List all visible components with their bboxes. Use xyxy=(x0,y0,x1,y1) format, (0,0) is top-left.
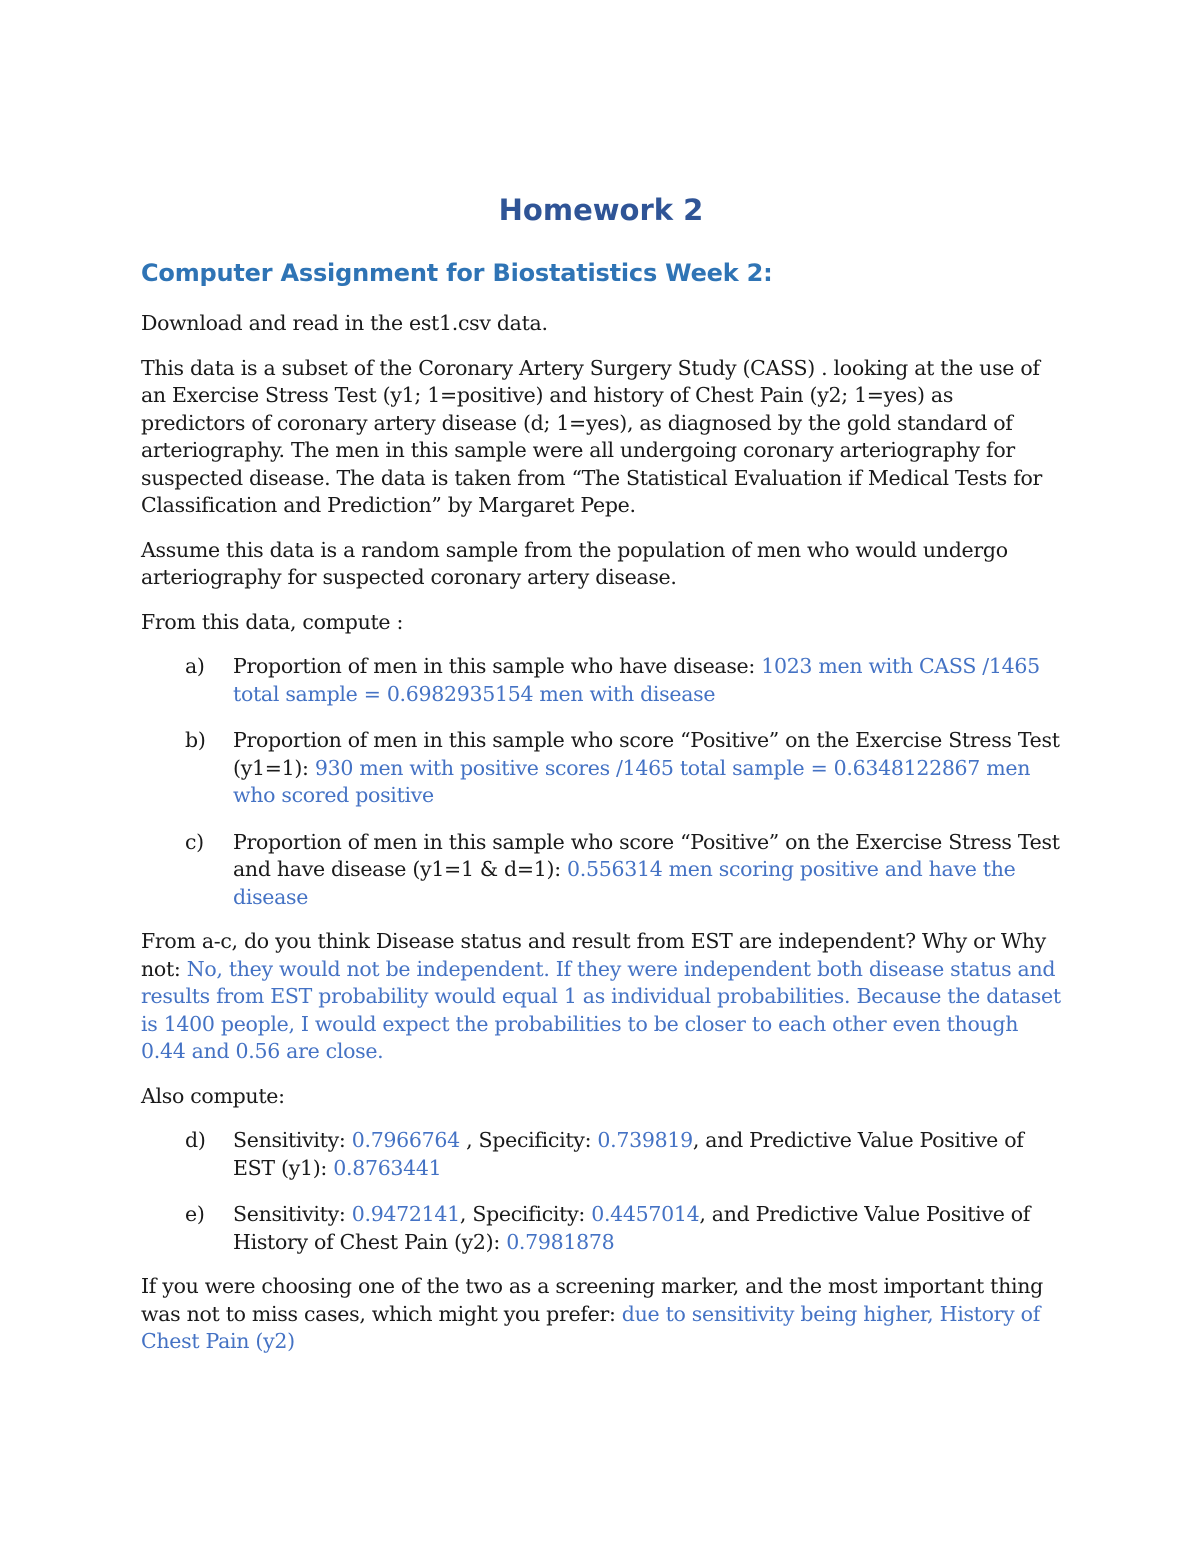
answer-text: 1023 men with CASS /1465 total sample = 0.6982935154 men with disease xyxy=(233,654,1040,706)
question-text: , Specificity: xyxy=(459,1202,592,1226)
compute-instruction: From this data, compute : xyxy=(141,609,404,634)
answer-text: 930 men with positive scores /1465 total sample = 0.6348122867 men who scored positive xyxy=(233,755,1031,807)
question-text: If you were choosing one of the two as a screening marker, and the most important thing was not to miss cases, which might you prefer: xyxy=(141,1274,1043,1326)
pvp-value: 0.8763441 xyxy=(333,1155,442,1180)
question-text: , Specificity: xyxy=(459,1128,598,1152)
question-text: Proportion of men in this sample who score “Positive” on the Exercise Stress Test and have disease (y1=1 & d=1): xyxy=(233,829,1060,881)
question-text: From a-c, do you think Disease status and result from EST are independent? Why or Why not: xyxy=(141,929,1046,981)
page-title: Homework 2 xyxy=(498,193,704,227)
answer-text: due to sensitivity being higher, History of Chest Pain (y2) xyxy=(141,1301,1040,1353)
download-instruction: Download and read in the est1.csv data. xyxy=(141,311,548,335)
item-label: d) xyxy=(185,1128,206,1152)
also-compute-instruction: Also compute: xyxy=(141,1083,285,1108)
screening-paragraph xyxy=(141,1273,1061,1356)
pvp-value: 0.7981878 xyxy=(506,1229,615,1254)
item-label: b) xyxy=(185,728,206,752)
question-text: Sensitivity: xyxy=(233,1128,352,1152)
data-description: This data is a subset of the Coronary Artery Surgery Study (CASS) . looking at the use of an Exercise Stress Test (y1; 1=positive) and history of Chest Pain (y2; 1=yes) as predictors of coronary artery disease (d; 1=yes), as diagnosed by the gold standard of arteriography. The men in this sample were all undergoing coronary arteriography for suspected disease. The data is taken from “The Statistical Evaluation if Medical Tests for Classification and Prediction” by Margaret Pepe. xyxy=(141,355,1043,517)
assumption-paragraph: Assume this data is a random sample from the population of men who would undergo arteriography for suspected coronary artery disease. xyxy=(141,537,1008,589)
list-item xyxy=(141,829,1061,912)
question-text: Proportion of men in this sample who have disease: xyxy=(233,654,762,678)
sensitivity-value: 0.7966764 xyxy=(351,1128,460,1152)
item-label: a) xyxy=(185,654,205,678)
question-text: Proportion of men in this sample who score “Positive” on the Exercise Stress Test (y1=1): xyxy=(233,728,1060,780)
assignment-heading: Computer Assignment for Biostatistics Week 2: xyxy=(141,259,773,287)
specificity-value: 0.739819 xyxy=(597,1128,693,1152)
sensitivity-value: 0.9472141 xyxy=(351,1202,460,1226)
question-text: Sensitivity: xyxy=(233,1202,352,1226)
item-label: e) xyxy=(185,1202,205,1226)
independence-paragraph xyxy=(141,928,1061,1066)
question-list-d-e xyxy=(141,1127,1061,1256)
answer-text: No, they would not be independent. If they were independent both disease status and results from EST probability would equal 1 as individual probabilities. Because the dataset is 1400 people, I would expect the probabilities to be closer to each other even though 0.44 and 0.56 are close. xyxy=(141,956,1061,1063)
question-list-a-c xyxy=(141,653,1061,911)
list-item xyxy=(141,1127,1061,1182)
document-page xyxy=(141,190,1061,1373)
list-item xyxy=(141,1201,1061,1256)
question-text: , and Predictive Value Positive of EST (y1): xyxy=(233,1128,1024,1180)
specificity-value: 0.4457014 xyxy=(591,1202,700,1226)
list-item xyxy=(141,653,1061,708)
item-label: c) xyxy=(185,829,204,854)
list-item xyxy=(141,727,1061,810)
question-text: , and Predictive Value Positive of History of Chest Pain (y2): xyxy=(233,1202,1031,1254)
answer-text: 0.556314 men scoring positive and have the disease xyxy=(233,857,1016,909)
